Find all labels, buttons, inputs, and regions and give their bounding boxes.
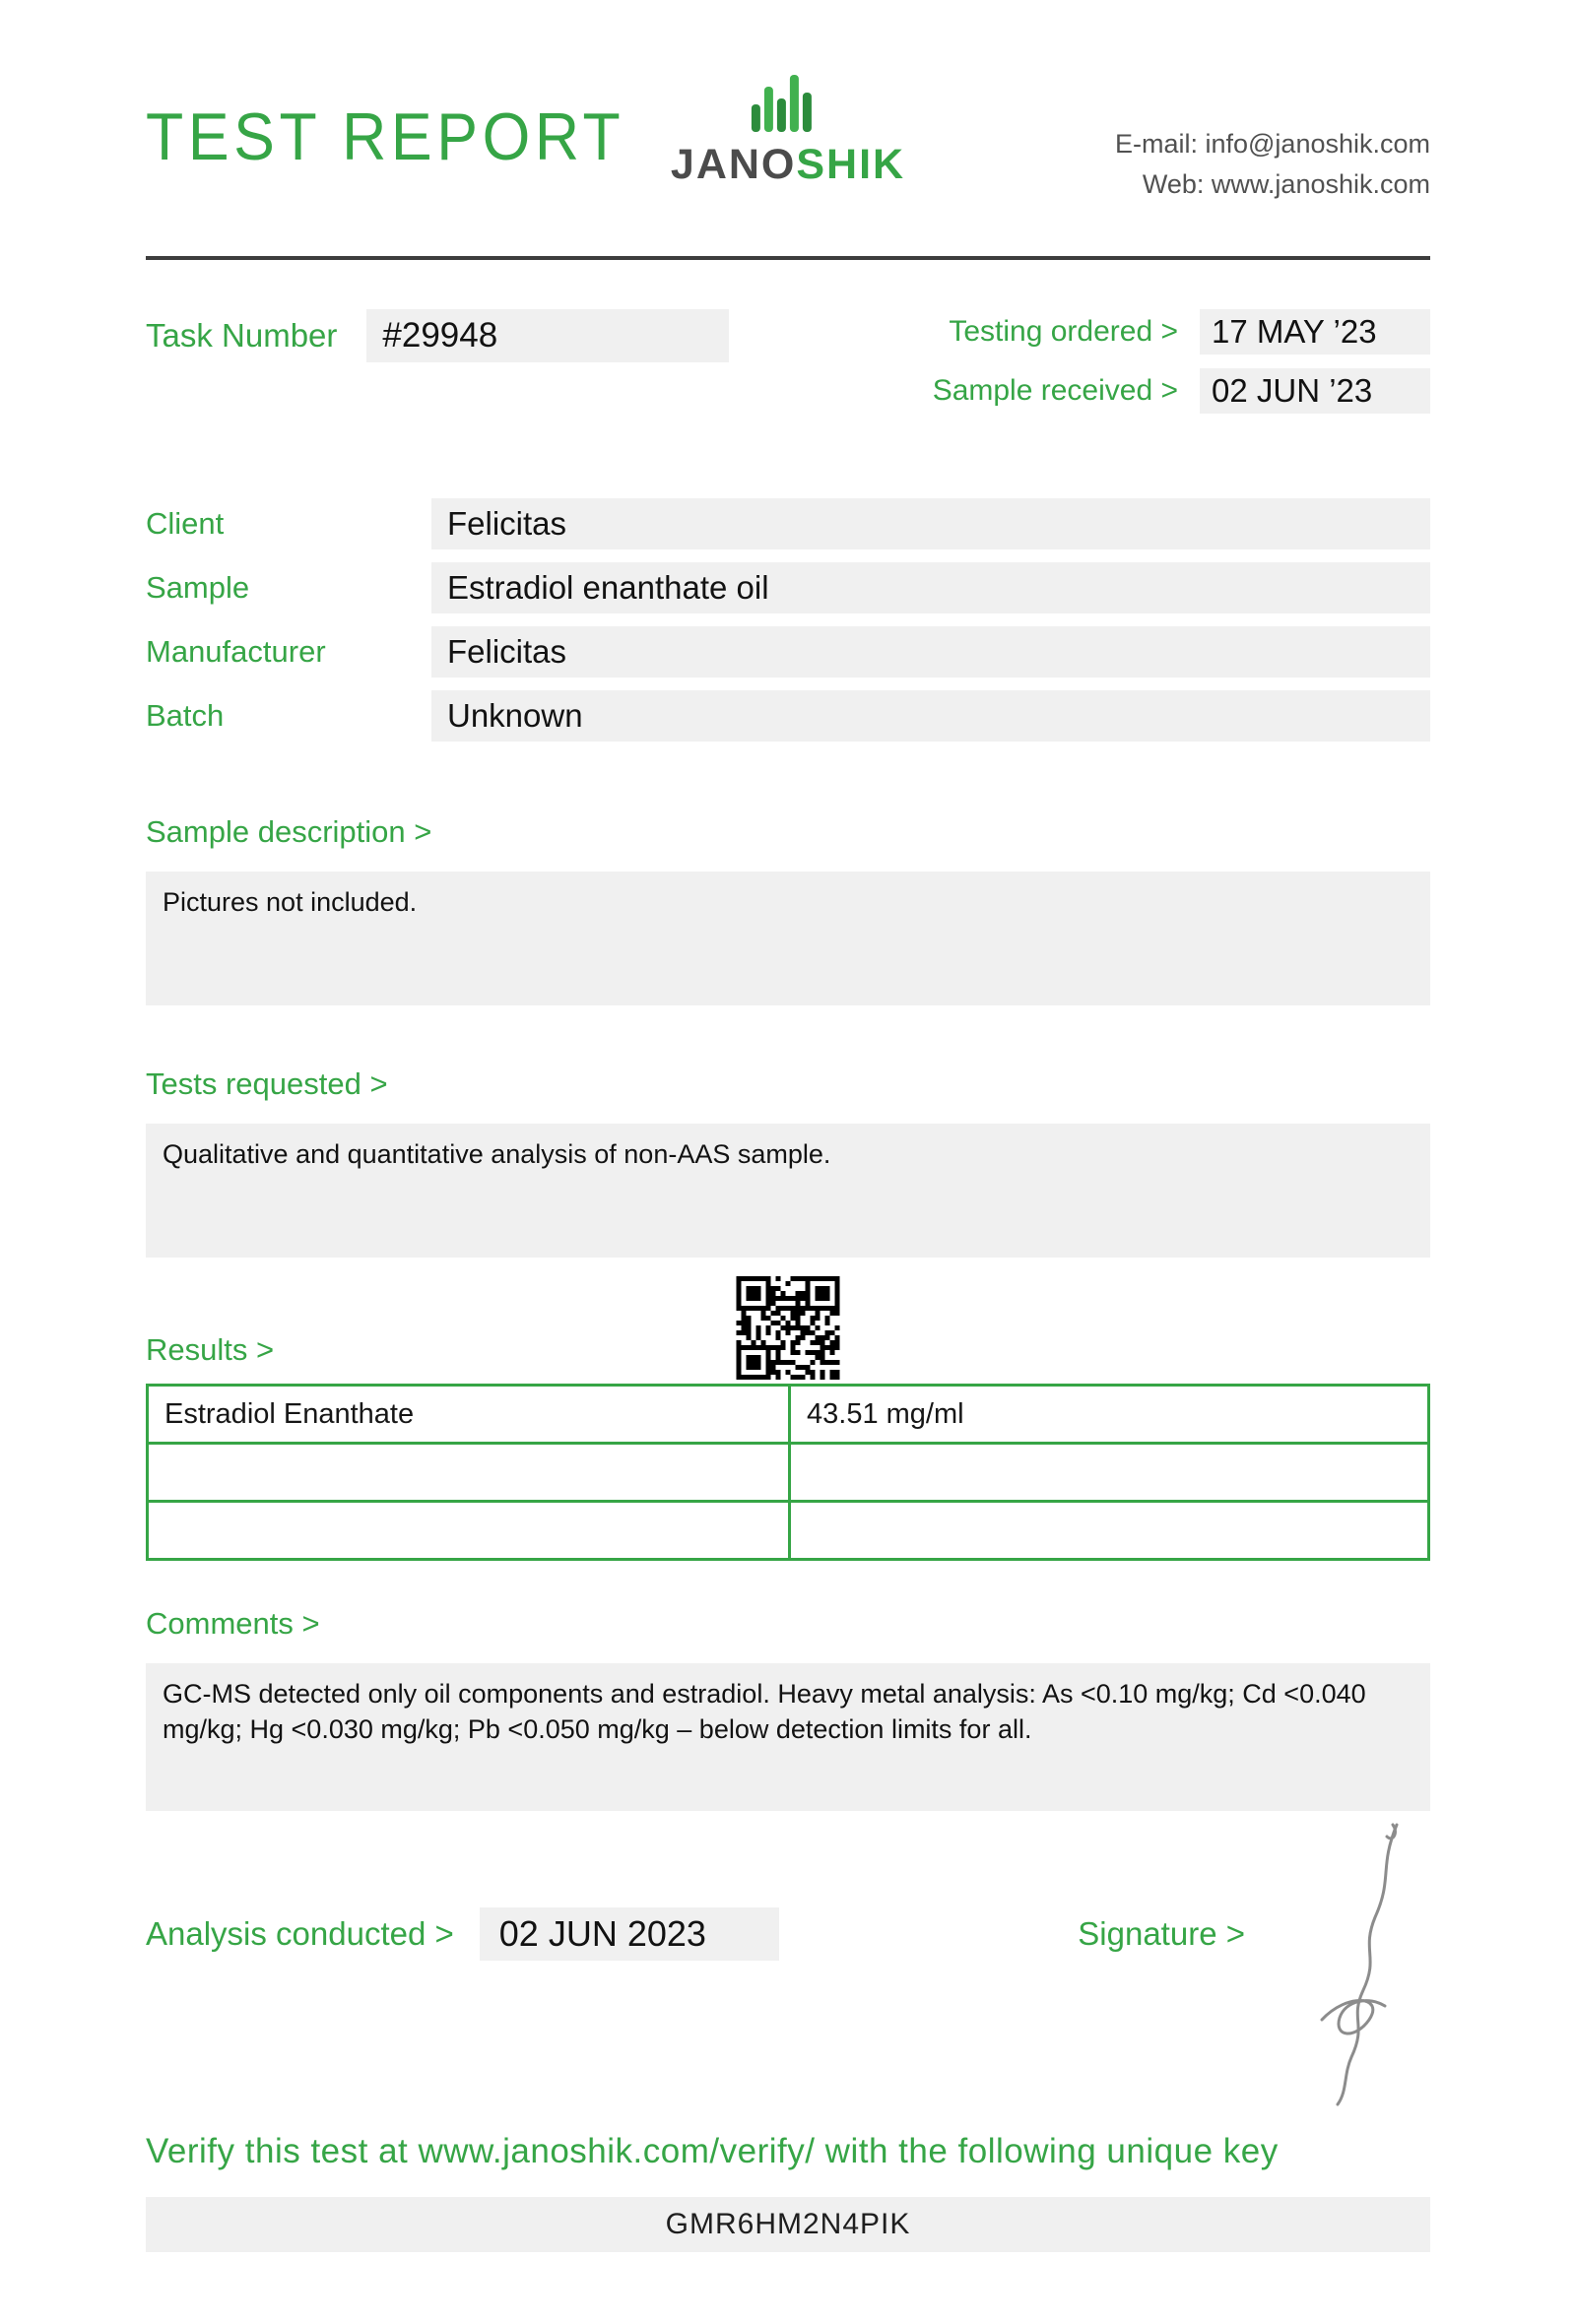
report-header: [146, 0, 1430, 248]
sample-value: Estradiol enanthate oil: [431, 562, 1430, 613]
batch-label: Batch: [146, 698, 225, 733]
web-value: www.janoshik.com: [1211, 168, 1430, 199]
result-substance: [149, 1503, 788, 1558]
signature-image: [1294, 1817, 1424, 2108]
sample-label: Sample: [146, 570, 250, 605]
manufacturer-value: Felicitas: [431, 626, 1430, 678]
sample-received-label: Sample received >: [932, 374, 1178, 407]
logo-wordmark-dark: JANO: [670, 141, 797, 188]
client-value: Felicitas: [431, 498, 1430, 549]
unique-key-value: GMR6HM2N4PIK: [146, 2197, 1430, 2252]
comments-box: GC-MS detected only oil components and estradiol. Heavy metal analysis: As <0.10 mg/kg; Cd <0.040 mg/kg; Hg <0.030 mg/kg; Pb <0.050 mg/kg – below detection limits for all.: [146, 1663, 1430, 1811]
logo-wordmark: [671, 141, 905, 189]
manufacturer-label: Manufacturer: [146, 634, 326, 669]
result-substance: Estradiol Enanthate: [164, 1397, 415, 1430]
header-divider: [146, 256, 1430, 260]
sample-received-row: [933, 368, 1430, 414]
tests-requested-label: Tests requested >: [146, 1066, 388, 1101]
comments-label: Comments >: [146, 1606, 320, 1641]
sample-details-section: [146, 498, 1430, 742]
task-number-row: [146, 309, 729, 362]
signature-label: Signature >: [1078, 1915, 1245, 1952]
results-row: [149, 1500, 1427, 1558]
sample-description-box: Pictures not included.: [146, 872, 1430, 1005]
contact-web-line: [1115, 164, 1430, 205]
tests-requested-box: Qualitative and quantitative analysis of non-AAS sample.: [146, 1124, 1430, 1258]
email-label: E-mail:: [1114, 129, 1198, 159]
result-substance: [149, 1445, 788, 1500]
result-concentration: [788, 1503, 1427, 1558]
detail-row-manufacturer: [146, 626, 1430, 678]
qr-code: [737, 1276, 840, 1380]
task-dates: [933, 309, 1430, 414]
detail-row-batch: [146, 690, 1430, 742]
testing-ordered-row: [949, 309, 1430, 355]
bar-chart-logo-icon: [744, 73, 832, 134]
janoshik-logo: [671, 73, 905, 189]
client-label: Client: [146, 506, 225, 541]
web-label: Web:: [1142, 168, 1205, 199]
results-label: Results >: [146, 1332, 275, 1367]
task-section: [146, 309, 1430, 414]
page-title: TEST REPORT: [146, 99, 625, 174]
analysis-conducted-label: Analysis conducted >: [146, 1915, 454, 1952]
results-header: [146, 1258, 1430, 1376]
detail-row-client: [146, 498, 1430, 549]
results-table: [146, 1384, 1430, 1561]
sample-received-value: 02 JUN ’23: [1200, 368, 1430, 414]
verify-instruction: Verify this test at www.janoshik.com/verify/ with the following unique key: [146, 2132, 1279, 2170]
analysis-signature-row: [146, 1907, 1430, 1961]
email-value: info@janoshik.com: [1205, 129, 1430, 159]
testing-ordered-label: Testing ordered >: [949, 315, 1178, 348]
result-concentration: [788, 1445, 1427, 1500]
analysis-date-value: 02 JUN 2023: [480, 1907, 779, 1961]
contact-block: [1115, 124, 1430, 204]
logo-wordmark-green: SHIK: [796, 141, 906, 188]
result-concentration: 43.51 mg/ml: [788, 1387, 1427, 1442]
task-number-label: Task Number: [146, 317, 338, 354]
sample-description-label: Sample description >: [146, 814, 432, 849]
task-number-value: #29948: [366, 309, 729, 362]
results-row: [149, 1387, 1427, 1442]
contact-email-line: [1115, 124, 1430, 164]
testing-ordered-value: 17 MAY ’23: [1200, 309, 1430, 355]
batch-value: Unknown: [431, 690, 1430, 742]
detail-row-sample: [146, 562, 1430, 613]
results-row: [149, 1442, 1427, 1500]
